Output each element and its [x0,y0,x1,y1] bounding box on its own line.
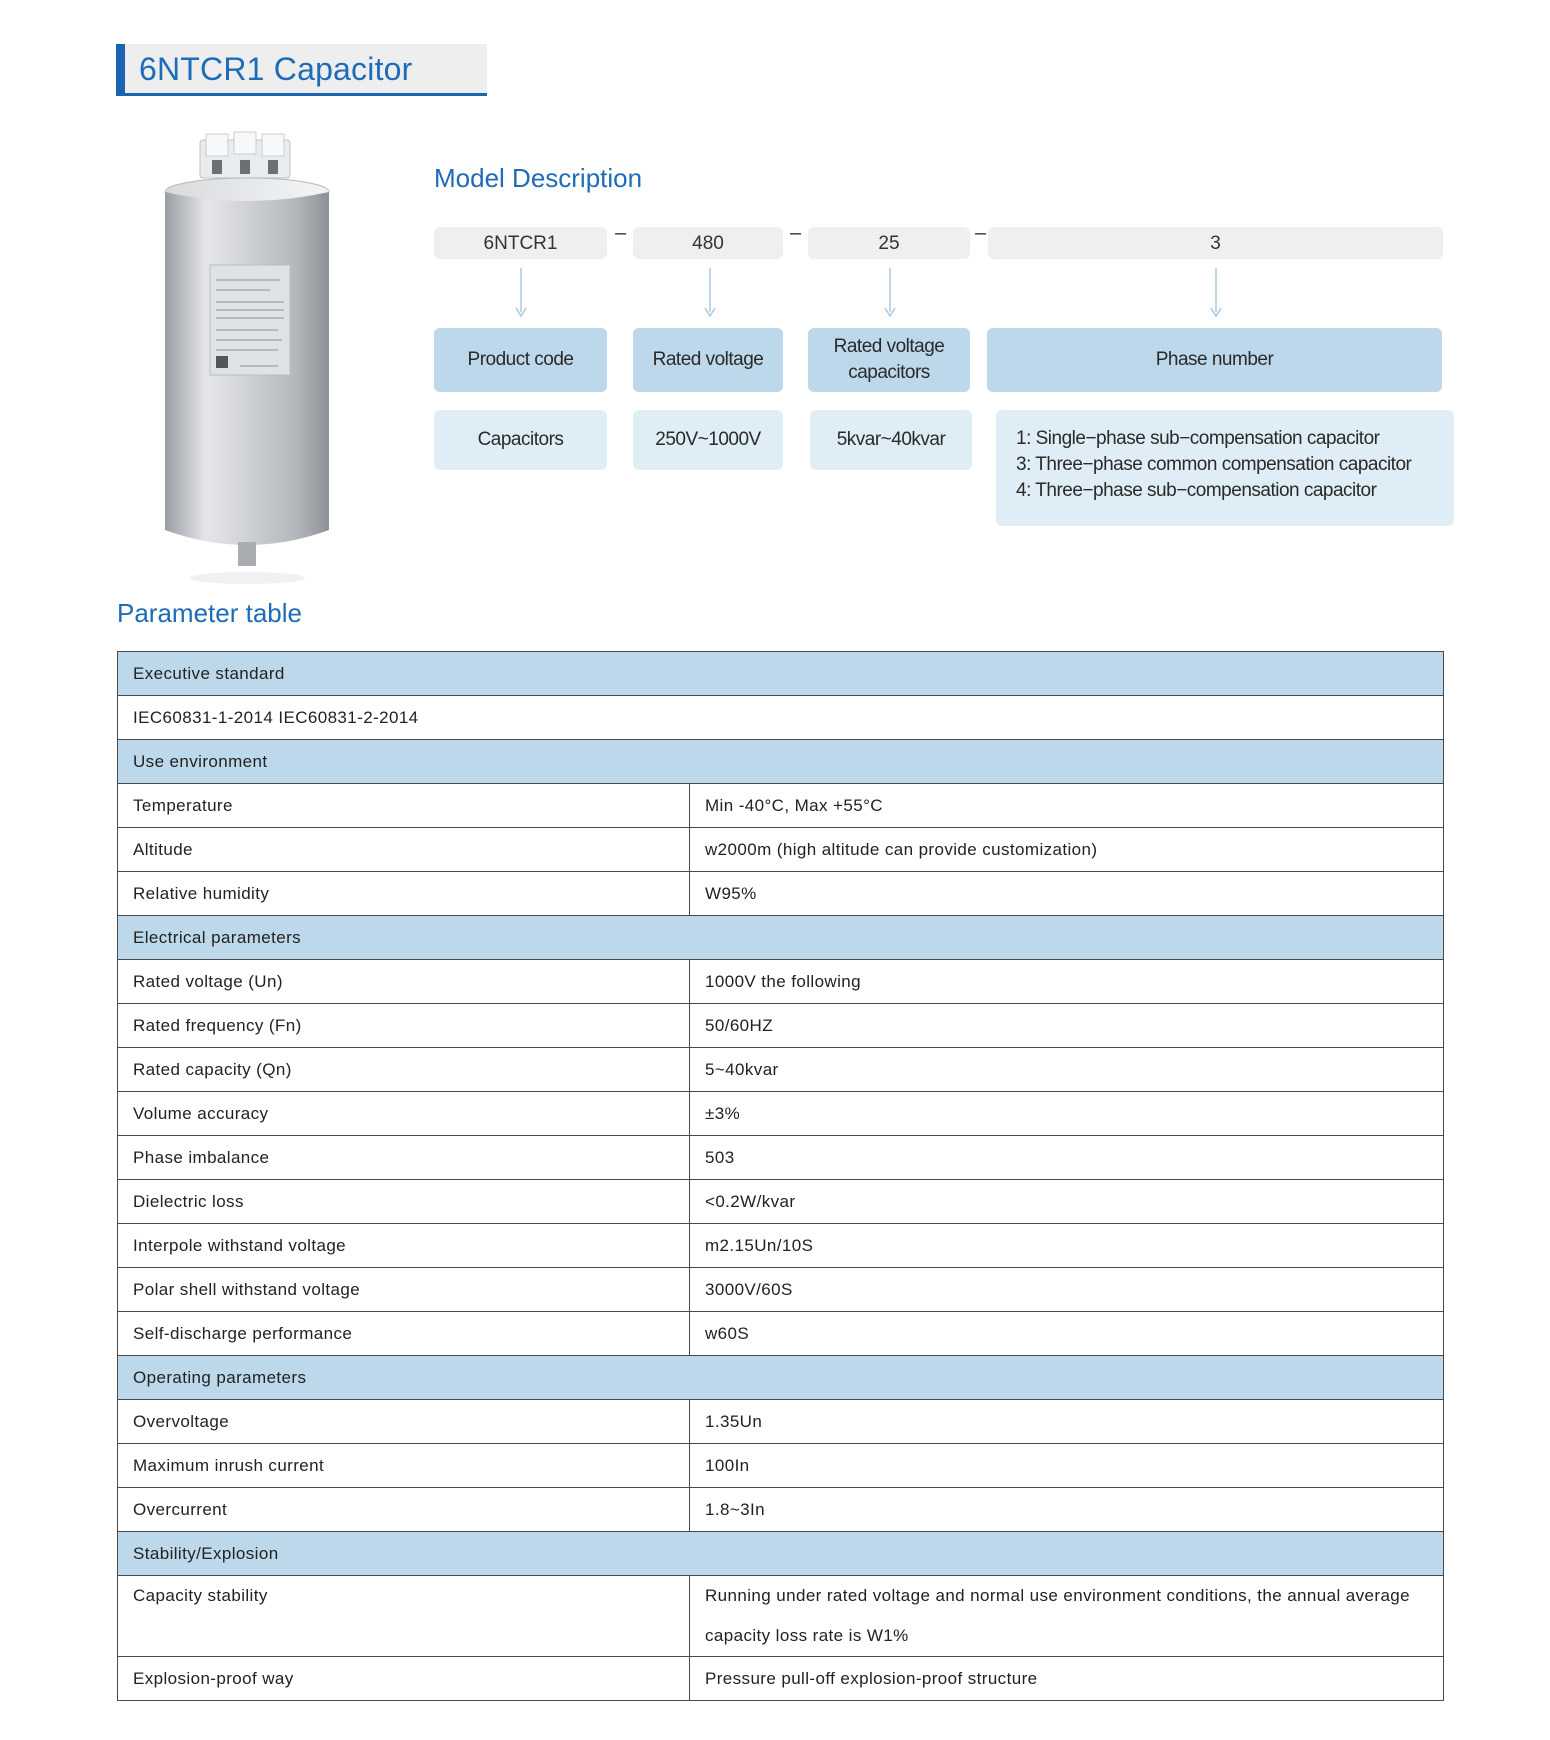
param-value: 1000V the following [690,960,1444,1004]
param-key: Self-discharge performance [118,1312,690,1356]
value-product-code: Capacitors [434,410,607,470]
page-title: 6NTCR1 Capacitor [139,51,413,87]
table-row [118,1004,1444,1048]
param-value: 50/60HZ [690,1004,1444,1048]
param-key: Interpole withstand voltage [118,1224,690,1268]
param-key: Rated frequency (Fn) [118,1004,690,1048]
param-value: w60S [690,1312,1444,1356]
parameter-table [117,651,1444,1701]
code-rated-voltage: 480 [633,227,783,259]
model-description-heading: Model Description [434,163,643,193]
section-title: Operating parameters [118,1356,1444,1400]
param-value: 5~40kvar [690,1048,1444,1092]
table-section-header [118,916,1444,960]
standard-value: IEC60831-1-2014 IEC60831-2-2014 [118,696,1444,740]
table-row [118,1576,1444,1657]
table-section-header [118,1532,1444,1576]
table-row [118,1312,1444,1356]
phase-number-options [996,410,1454,526]
section-title: Electrical parameters [118,916,1444,960]
table-section-header [118,740,1444,784]
param-key: Dielectric loss [118,1180,690,1224]
param-key: Capacity stability [118,1576,690,1657]
param-value: 100In [690,1444,1444,1488]
param-key: Overvoltage [118,1400,690,1444]
table-row [118,1092,1444,1136]
param-value: 1.35Un [690,1400,1444,1444]
param-key: Temperature [118,784,690,828]
value-rated-voltage: 250V~1000V [633,410,783,470]
code-phase-number: 3 [988,227,1443,259]
table-row [118,784,1444,828]
section-title: Executive standard [118,652,1444,696]
param-key: Phase imbalance [118,1136,690,1180]
table-row [118,1268,1444,1312]
table-row [118,1400,1444,1444]
param-key: Rated capacity (Qn) [118,1048,690,1092]
table-row [118,696,1444,740]
arrow-down-icon [703,268,717,318]
code-separator: – [790,222,802,244]
param-key: Altitude [118,828,690,872]
phase-option: 4: Three−phase sub−compensation capacitor [1016,480,1377,501]
param-key: Maximum inrush current [118,1444,690,1488]
param-value: w2000m (high altitude can provide customization) [690,828,1444,872]
param-value: <0.2W/kvar [690,1180,1444,1224]
param-value: 3000V/60S [690,1268,1444,1312]
label-phase-number: Phase number [987,328,1442,392]
param-key: Rated voltage (Un) [118,960,690,1004]
phase-option: 3: Three−phase common compensation capacitor [1016,454,1412,475]
section-title: Use environment [118,740,1444,784]
label-product-code: Product code [434,328,607,392]
title-banner [116,44,487,96]
table-row [118,1224,1444,1268]
param-value: 503 [690,1136,1444,1180]
table-row [118,1136,1444,1180]
arrow-down-icon [514,268,528,318]
code-separator: – [975,222,987,244]
code-capacity: 25 [808,227,970,259]
param-value: m2.15Un/10S [690,1224,1444,1268]
param-key: Volume accuracy [118,1092,690,1136]
table-row [118,1180,1444,1224]
table-section-header [118,652,1444,696]
section-title: Stability/Explosion [118,1532,1444,1576]
code-separator: – [615,222,627,244]
table-row [118,828,1444,872]
param-value: W95% [690,872,1444,916]
param-value: Running under rated voltage and normal use environment conditions, the annual average capacity loss rate is W1% [690,1576,1444,1657]
table-row [118,1444,1444,1488]
arrow-down-icon [1209,268,1223,318]
param-key: Polar shell withstand voltage [118,1268,690,1312]
param-key: Overcurrent [118,1488,690,1532]
table-row [118,1488,1444,1532]
param-value: Pressure pull-off explosion-proof structure [690,1657,1444,1701]
arrow-down-icon [883,268,897,318]
parameter-table-heading: Parameter table [117,598,302,628]
label-rated-voltage-capacitors: Rated voltage capacitors [808,328,970,392]
table-row [118,960,1444,1004]
param-key: Relative humidity [118,872,690,916]
label-rated-voltage: Rated voltage [633,328,783,392]
param-value: 1.8~3In [690,1488,1444,1532]
param-value: ±3% [690,1092,1444,1136]
param-value: Min -40°C, Max +55°C [690,784,1444,828]
param-key: Explosion-proof way [118,1657,690,1701]
phase-option: 1: Single−phase sub−compensation capacitor [1016,428,1380,449]
table-row [118,872,1444,916]
value-capacity: 5kvar~40kvar [810,410,972,470]
table-row [118,1657,1444,1701]
table-section-header [118,1356,1444,1400]
capacitor-product-image [160,130,335,590]
table-row [118,1048,1444,1092]
code-product-code: 6NTCR1 [434,227,607,259]
